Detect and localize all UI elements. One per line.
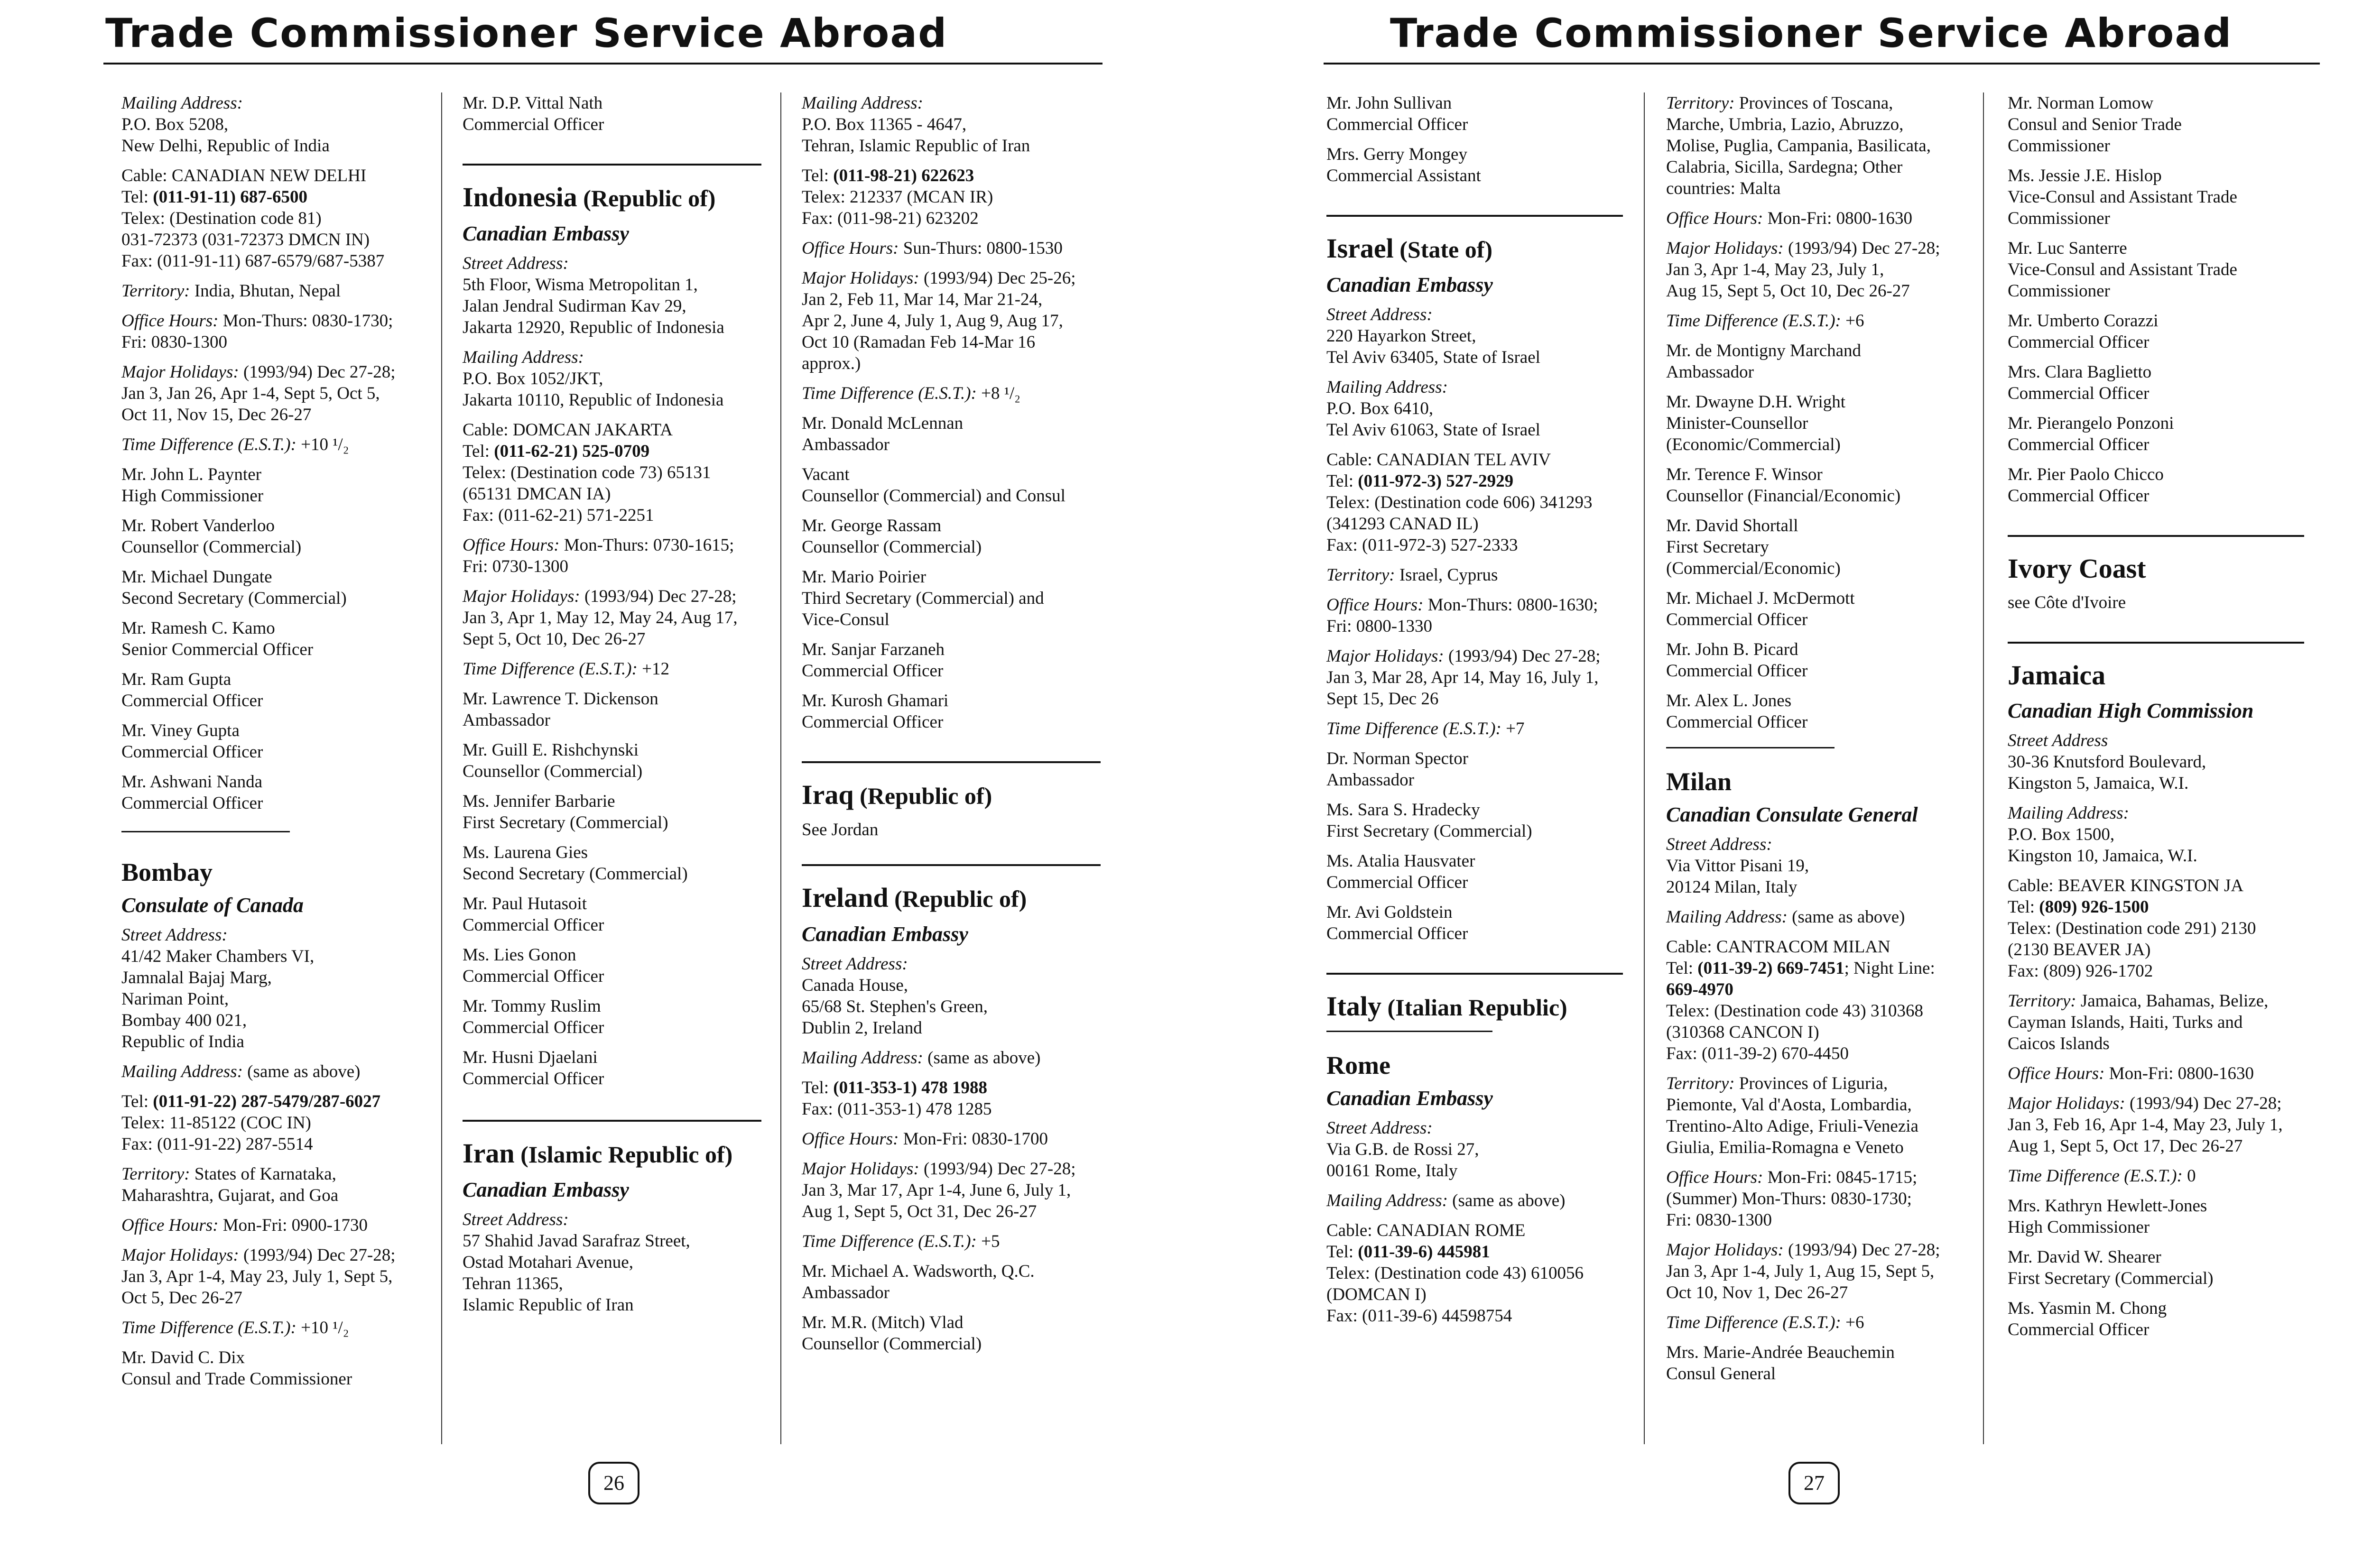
staff-entry: Ms. Sara S. Hradecky First Secretary (Commercial) bbox=[1326, 800, 1532, 841]
time-difference: Time Difference (E.S.T.): 0 bbox=[2008, 1166, 2196, 1186]
contact-block: Cable: CANADIAN ROME Tel: (011-39-6) 445981 Telex: (Destination code 43) 610056 (DOMCAN I) Fax: (011-39-6) 44598754 bbox=[1326, 1221, 1584, 1326]
staff-entry: Mr. Lawrence T. Dickenson Ambassador bbox=[463, 689, 658, 730]
contact-block: Cable: CANADIAN TEL AVIV Tel: (011-972-3) 527-2929 Telex: (Destination code 606) 341293 (341293 CANAD IL) Fax: (011-972-3) 527-2333 bbox=[1326, 450, 1593, 555]
staff-entry: Mr. Luc Santerre Vice-Consul and Assistant Trade Commissioner bbox=[2008, 239, 2237, 301]
column-5 bbox=[1666, 92, 1974, 1393]
office-hours: Office Hours: Mon-Fri: 0900-1730 bbox=[121, 1216, 368, 1235]
staff-entry: Mr. David W. Shearer First Secretary (Commercial) bbox=[2008, 1247, 2214, 1288]
see-reference: See Jordan bbox=[802, 820, 879, 839]
staff-entry: Mr. de Montigny Marchand Ambassador bbox=[1666, 341, 1862, 382]
major-holidays: Major Holidays: (1993/94) Dec 27-28; Jan 3, Feb 16, Apr 1-4, May 23, July 1, Aug 1, Sept 5, Oct 17, Dec 26-27 bbox=[2008, 1094, 2283, 1156]
staff-entry: Mr. Umberto Corazzi Commercial Officer bbox=[2008, 311, 2159, 352]
column-divider bbox=[1983, 92, 1984, 1444]
territory: Territory: States of Karnataka, Maharashtra, Gujarat, and Goa bbox=[121, 1164, 339, 1205]
page-header-right: Trade Commissioner Service Abroad bbox=[1390, 10, 2233, 56]
country-heading-ivory-coast: Ivory Coast bbox=[2008, 553, 2146, 584]
office-hours: Office Hours: Mon-Thurs: 0800-1630; Fri: 0800-1330 bbox=[1326, 595, 1598, 636]
staff-entry: Mr. Ashwani Nanda Commercial Officer bbox=[121, 772, 263, 813]
column-divider bbox=[441, 92, 442, 1444]
office-heading: Canadian Embassy bbox=[463, 222, 629, 245]
street-address: Street Address: 220 Hayarkon Street, Tel Aviv 63405, State of Israel bbox=[1326, 305, 1540, 367]
street-address: Street Address: 41/42 Maker Chambers VI, Jamnalal Bajaj Marg, Nariman Point, Bombay 400 021, Republic of India bbox=[121, 925, 315, 1051]
contact-block: Cable: CANADIAN NEW DELHI Tel: (011-91-11) 687-6500 Telex: (Destination code 81) 031-72373 (031-72373 DMCN IN) Fax: (011-91-11) 687-6579/687-5387 bbox=[121, 166, 385, 271]
staff-entry: Mr. D.P. Vittal Nath Commercial Officer bbox=[463, 93, 604, 134]
section-divider bbox=[463, 164, 761, 166]
office-heading: Canadian Embassy bbox=[463, 1178, 629, 1201]
header-rule-left bbox=[103, 63, 1103, 65]
staff-entry: Mr. David C. Dix Consul and Trade Commissioner bbox=[121, 1348, 352, 1389]
staff-entry: Ms. Jennifer Barbarie First Secretary (Commercial) bbox=[463, 792, 668, 832]
contact-block: Tel: (011-91-22) 287-5479/287-6027 Telex: 11-85122 (COC IN) Fax: (011-91-22) 287-5514 bbox=[121, 1092, 381, 1154]
territory: Territory: India, Bhutan, Nepal bbox=[121, 281, 341, 301]
time-difference: Time Difference (E.S.T.): +5 bbox=[802, 1232, 1000, 1251]
mailing-address: Mailing Address: (same as above) bbox=[121, 1062, 361, 1081]
staff-entry: Mr. Viney Gupta Commercial Officer bbox=[121, 721, 263, 762]
staff-entry: Mr. David Shortall First Secretary (Commercial/Economic) bbox=[1666, 516, 1841, 578]
major-holidays: Major Holidays: (1993/94) Dec 25-26; Jan 2, Feb 11, Mar 14, Mar 21-24, Apr 2, June 4, July 1, Aug 9, Aug 17, Oct 10 (Ramadan Feb 14-Mar 16 approx.) bbox=[802, 268, 1076, 373]
staff-entry: Ms. Jessie J.E. Hislop Vice-Consul and Assistant Trade Commissioner bbox=[2008, 166, 2237, 228]
time-difference: Time Difference (E.S.T.): +8 ¹/₂ bbox=[802, 384, 1021, 403]
staff-entry: Mr. Husni Djaelani Commercial Officer bbox=[463, 1048, 604, 1088]
section-divider bbox=[1326, 215, 1623, 217]
staff-entry: Ms. Lies Gonon Commercial Officer bbox=[463, 945, 604, 986]
city-heading-rome: Rome bbox=[1326, 1051, 1390, 1079]
office-hours: Office Hours: Mon-Fri: 0830-1700 bbox=[802, 1129, 1048, 1149]
staff-entry: Mr. John B. Picard Commercial Officer bbox=[1666, 640, 1808, 681]
major-holidays: Major Holidays: (1993/94) Dec 27-28; Jan 3, Apr 1, May 12, May 24, Aug 17, Sept 5, Oct 10, Dec 26-27 bbox=[463, 587, 738, 649]
staff-entry: Mr. Pier Paolo Chicco Commercial Officer bbox=[2008, 465, 2164, 506]
section-divider bbox=[121, 831, 290, 832]
country-heading-ireland: Ireland (Republic of) bbox=[802, 882, 1027, 913]
major-holidays: Major Holidays: (1993/94) Dec 27-28; Jan 3, Apr 1-4, July 1, Aug 15, Sept 5, Oct 10, Nov 1, Dec 26-27 bbox=[1666, 1240, 1940, 1302]
office-heading: Canadian Consulate General bbox=[1666, 803, 1918, 826]
major-holidays: Major Holidays: (1993/94) Dec 27-28; Jan 3, Apr 1-4, May 23, July 1, Aug 15, Sept 5, Oct 10, Dec 26-27 bbox=[1666, 239, 1940, 301]
street-address: Street Address: Via Vittor Pisani 19, 20124 Milan, Italy bbox=[1666, 835, 1809, 897]
street-address: Street Address: Via G.B. de Rossi 27, 00161 Rome, Italy bbox=[1326, 1118, 1479, 1181]
section-divider bbox=[1666, 747, 1835, 748]
mailing-address: Mailing Address: P.O. Box 1500, Kingston 10, Jamaica, W.I. bbox=[2008, 803, 2197, 866]
staff-entry: Mr. Tommy Ruslim Commercial Officer bbox=[463, 996, 604, 1037]
staff-entry: Mr. Avi Goldstein Commercial Officer bbox=[1326, 903, 1468, 943]
staff-entry: Ms. Atalia Hausvater Commercial Officer bbox=[1326, 851, 1475, 892]
staff-entry: Mr. Michael J. McDermott Commercial Officer bbox=[1666, 589, 1855, 629]
contact-block: Cable: CANTRACOM MILAN Tel: (011-39-2) 669-7451; Night Line: 669-4970 Telex: (Destination code 43) 310368 (310368 CANCON I) Fax: (011-39-2) 670-4450 bbox=[1666, 937, 1935, 1063]
staff-entry: Mr. Alex L. Jones Commercial Officer bbox=[1666, 691, 1808, 732]
city-heading-milan: Milan bbox=[1666, 767, 1732, 796]
see-reference: see Côte d'Ivoire bbox=[2008, 593, 2126, 612]
column-divider bbox=[1644, 92, 1645, 1444]
staff-entry: Mrs. Clara Baglietto Commercial Officer bbox=[2008, 362, 2152, 403]
mailing-address: Mailing Address: P.O. Box 11365 - 4647, Tehran, Islamic Republic of Iran bbox=[802, 93, 1030, 156]
staff-entry: Ms. Yasmin M. Chong Commercial Officer bbox=[2008, 1299, 2167, 1339]
staff-entry: Mrs. Gerry Mongey Commercial Assistant bbox=[1326, 145, 1481, 185]
staff-entry: Ms. Laurena Gies Second Secretary (Commercial) bbox=[463, 843, 688, 884]
staff-entry: Mrs. Marie-Andrée Beauchemin Consul General bbox=[1666, 1343, 1895, 1384]
page-number-right: 27 bbox=[1788, 1462, 1840, 1504]
country-heading-italy: Italy (Italian Republic) bbox=[1326, 991, 1567, 1022]
office-heading: Canadian Embassy bbox=[1326, 1087, 1493, 1110]
staff-entry: Mr. John L. Paynter High Commissioner bbox=[121, 465, 264, 506]
street-address: Street Address: 57 Shahid Javad Sarafraz Street, Ostad Motahari Avenue, Tehran 11365, Islamic Republic of Iran bbox=[463, 1210, 690, 1315]
staff-entry: Mr. Guill E. Rishchynski Counsellor (Commercial) bbox=[463, 740, 643, 781]
major-holidays: Major Holidays: (1993/94) Dec 27-28; Jan 3, Mar 28, Apr 14, May 16, July 1, Sept 15, Dec 26 bbox=[1326, 646, 1601, 709]
mailing-address: Mailing Address: P.O. Box 5208, New Delhi, Republic of India bbox=[121, 93, 330, 156]
office-hours: Office Hours: Mon-Thurs: 0830-1730; Fri: 0830-1300 bbox=[121, 311, 393, 352]
time-difference: Time Difference (E.S.T.): +6 bbox=[1666, 1313, 1864, 1332]
section-divider bbox=[2008, 535, 2304, 537]
mailing-address: Mailing Address: P.O. Box 1052/JKT, Jakarta 10110, Republic of Indonesia bbox=[463, 348, 724, 410]
country-heading-iran: Iran (Islamic Republic of) bbox=[463, 1138, 733, 1169]
staff-entry: Mr. John Sullivan Commercial Officer bbox=[1326, 93, 1468, 134]
column-divider bbox=[780, 92, 781, 1444]
column-3 bbox=[802, 92, 1110, 1363]
country-heading-iraq: Iraq (Republic of) bbox=[802, 779, 992, 810]
section-divider bbox=[2008, 642, 2304, 644]
staff-entry: Mr. Pierangelo Ponzoni Commercial Officer bbox=[2008, 414, 2174, 454]
time-difference: Time Difference (E.S.T.): +6 bbox=[1666, 311, 1864, 331]
staff-entry: Mr. George Rassam Counsellor (Commercial) bbox=[802, 516, 982, 557]
country-heading-israel: Israel (State of) bbox=[1326, 233, 1493, 264]
country-heading-jamaica: Jamaica bbox=[2008, 660, 2106, 691]
major-holidays: Major Holidays: (1993/94) Dec 27-28; Jan 3, Apr 1-4, May 23, July 1, Sept 5, Oct 5, Dec 26-27 bbox=[121, 1245, 396, 1308]
staff-entry: Mr. Paul Hutasoit Commercial Officer bbox=[463, 894, 604, 935]
city-heading-bombay: Bombay bbox=[121, 858, 213, 886]
staff-entry: Mr. Michael A. Wadsworth, Q.C. Ambassador bbox=[802, 1262, 1035, 1302]
staff-entry: Mr. Mario Poirier Third Secretary (Commercial) and Vice-Consul bbox=[802, 567, 1044, 629]
mailing-address: Mailing Address: (same as above) bbox=[1666, 907, 1905, 927]
column-1 bbox=[121, 92, 430, 1398]
office-heading: Canadian Embassy bbox=[802, 922, 968, 946]
staff-entry: Mr. Robert Vanderloo Counsellor (Commercial) bbox=[121, 516, 302, 557]
column-6 bbox=[2008, 92, 2311, 1349]
territory: Territory: Provinces of Toscana, Marche, Umbria, Lazio, Abruzzo, Molise, Puglia, Campania, Basilicata, Calabria, Sicilla, Sardegna; Other countries: Malta bbox=[1666, 93, 1931, 198]
contact-block: Tel: (011-353-1) 478 1988 Fax: (011-353-1) 478 1285 bbox=[802, 1078, 992, 1119]
territory: Territory: Israel, Cyprus bbox=[1326, 565, 1498, 585]
major-holidays: Major Holidays: (1993/94) Dec 27-28; Jan 3, Jan 26, Apr 1-4, Sept 5, Oct 5, Oct 11, Nov 15, Dec 26-27 bbox=[121, 362, 396, 424]
contact-block: Cable: BEAVER KINGSTON JA Tel: (809) 926-1500 Telex: (Destination code 291) 2130 (2130 BEAVER JA) Fax: (809) 926-1702 bbox=[2008, 876, 2256, 981]
time-difference: Time Difference (E.S.T.): +12 bbox=[463, 659, 670, 679]
staff-entry: Dr. Norman Spector Ambassador bbox=[1326, 749, 1469, 790]
street-address: Street Address: Canada House, 65/68 St. Stephen's Green, Dublin 2, Ireland bbox=[802, 954, 988, 1038]
staff-entry: Mr. Ram Gupta Commercial Officer bbox=[121, 670, 263, 710]
mailing-address: Mailing Address: P.O. Box 6410, Tel Aviv 61063, State of Israel bbox=[1326, 378, 1540, 440]
staff-entry: Mr. Terence F. Winsor Counsellor (Financial/Economic) bbox=[1666, 465, 1901, 506]
street-address: Street Address: 5th Floor, Wisma Metropolitan 1, Jalan Jendral Sudirman Kav 29, Jakarta 12920, Republic of Indonesia bbox=[463, 254, 724, 337]
staff-entry: Mr. Donald McLennan Ambassador bbox=[802, 414, 964, 454]
time-difference: Time Difference (E.S.T.): +10 ¹/₂ bbox=[121, 435, 349, 454]
office-hours: Office Hours: Sun-Thurs: 0800-1530 bbox=[802, 239, 1063, 258]
office-heading: Canadian Embassy bbox=[1326, 273, 1493, 296]
time-difference: Time Difference (E.S.T.): +7 bbox=[1326, 719, 1525, 738]
header-rule-right bbox=[1324, 63, 2320, 65]
staff-entry: Mr. Michael Dungate Second Secretary (Commercial) bbox=[121, 567, 347, 608]
contact-block: Cable: DOMCAN JAKARTA Tel: (011-62-21) 525-0709 Telex: (Destination code 73) 65131 (65131 DMCAN IA) Fax: (011-62-21) 571-2251 bbox=[463, 420, 711, 525]
mailing-address: Mailing Address: (same as above) bbox=[802, 1048, 1041, 1068]
office-hours: Office Hours: Mon-Thurs: 0730-1615; Fri: 0730-1300 bbox=[463, 535, 734, 576]
office-hours: Office Hours: Mon-Fri: 0845-1715; (Summer) Mon-Thurs: 0830-1730; Fri: 0830-1300 bbox=[1666, 1168, 1918, 1230]
office-heading: Consulate of Canada bbox=[121, 894, 304, 917]
staff-entry: Vacant Counsellor (Commercial) and Consul bbox=[802, 465, 1066, 506]
staff-entry: Mr. Dwayne D.H. Wright Minister-Counsellor (Economic/Commercial) bbox=[1666, 392, 1846, 454]
section-divider bbox=[463, 1120, 761, 1122]
section-divider bbox=[1326, 1031, 1492, 1032]
staff-entry: Mrs. Kathryn Hewlett-Jones High Commissioner bbox=[2008, 1196, 2207, 1237]
staff-entry: Mr. M.R. (Mitch) Vlad Counsellor (Commercial) bbox=[802, 1313, 982, 1354]
street-address: Street Address 30-36 Knutsford Boulevard, Kingston 5, Jamaica, W.I. bbox=[2008, 731, 2206, 793]
section-divider bbox=[802, 761, 1101, 763]
staff-entry: Mr. Sanjar Farzaneh Commercial Officer bbox=[802, 640, 945, 681]
time-difference: Time Difference (E.S.T.): +10 ¹/₂ bbox=[121, 1318, 349, 1337]
section-divider bbox=[802, 864, 1101, 866]
staff-entry: Mr. Norman Lomow Consul and Senior Trade Commissioner bbox=[2008, 93, 2182, 156]
contact-block: Tel: (011-98-21) 622623 Telex: 212337 (MCAN IR) Fax: (011-98-21) 623202 bbox=[802, 166, 993, 228]
column-2 bbox=[463, 92, 766, 1324]
office-hours: Office Hours: Mon-Fri: 0800-1630 bbox=[2008, 1064, 2254, 1083]
column-4 bbox=[1326, 92, 1630, 1335]
office-hours: Office Hours: Mon-Fri: 0800-1630 bbox=[1666, 209, 1912, 228]
section-divider bbox=[1326, 973, 1623, 975]
major-holidays: Major Holidays: (1993/94) Dec 27-28; Jan 3, Mar 17, Apr 1-4, June 6, July 1, Aug 1, Sept 5, Oct 31, Dec 26-27 bbox=[802, 1159, 1076, 1221]
territory: Territory: Jamaica, Bahamas, Belize, Cayman Islands, Haiti, Turks and Caicos Islands bbox=[2008, 991, 2269, 1053]
territory: Territory: Provinces of Liguria, Piemonte, Val d'Aosta, Lombardia, Trentino-Alto Adige, Friuli-Venezia Giulia, Emilia-Romagna e Veneto bbox=[1666, 1074, 1918, 1157]
mailing-address: Mailing Address: (same as above) bbox=[1326, 1191, 1566, 1210]
page-number-left: 26 bbox=[588, 1462, 639, 1504]
staff-entry: Mr. Ramesh C. Kamo Senior Commercial Officer bbox=[121, 618, 314, 659]
page-header-left: Trade Commissioner Service Abroad bbox=[105, 10, 948, 56]
staff-entry: Mr. Kurosh Ghamari Commercial Officer bbox=[802, 691, 949, 732]
office-heading: Canadian High Commission bbox=[2008, 699, 2254, 722]
country-heading-indonesia: Indonesia (Republic of) bbox=[463, 182, 716, 212]
